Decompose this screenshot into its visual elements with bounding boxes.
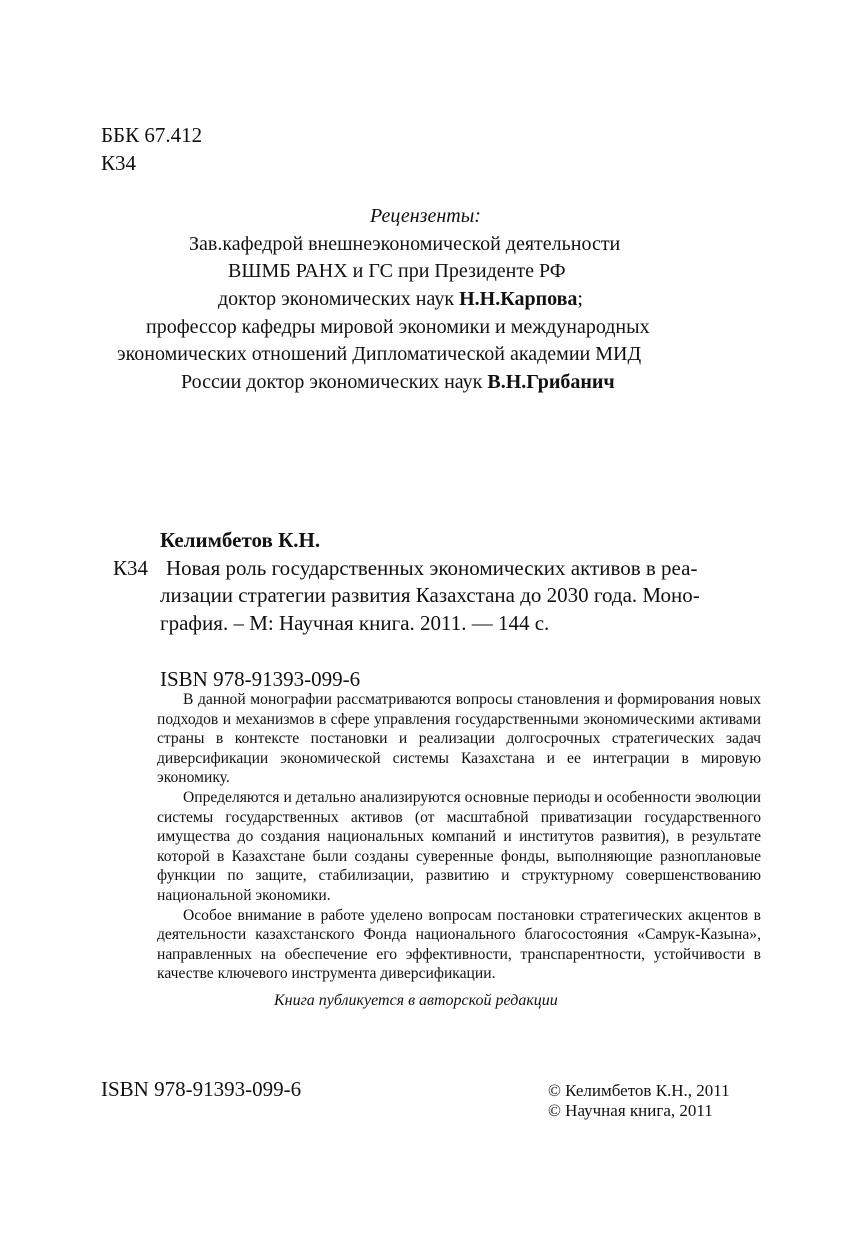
annotation (157, 690, 761, 984)
reviewer1-name: Н.Н.Карпова (459, 288, 578, 310)
reviewer2-degree (181, 368, 615, 396)
reviewer1-degree-text: доктор экономических наук (218, 288, 460, 310)
copyright-publisher: © Научная книга, 2011 (548, 1101, 713, 1120)
annotation-paragraph: Определяются и детально анализируются основные периоды и особенности эволюции системы государственных активов (от масштабной приватизации государственного имущества до создания национальных компаний и институтов развития), в результате которой в Казахстане были созданы суверенные фонды, выполняющие разноплановые функции по защите, стабилизации, развитию и структурному совершенствованию национальной экономики. (157, 788, 761, 904)
reviewer2-name: В.Н.Грибанич (487, 371, 615, 393)
bibliography-mark: К34 (113, 556, 149, 580)
reviewers-heading: Рецензенты: (370, 205, 481, 227)
reviewer2-degree-text: России доктор экономических наук (181, 371, 488, 393)
reviewer1-institution: ВШМБ РАНХ и ГС при Президенте РФ (228, 260, 566, 282)
book-isbn: ISBN 978-91393-099-6 (160, 667, 361, 691)
annotation-paragraph: В данной монографии рассматриваются вопросы становления и формирования новых подходов и механизмов в сфере управления государственными экономическими активами страны в контексте постановки и реализации долгосрочных стратегических задач диверсификации экономической системы Казахстана и ее интеграции в мировую экономику. (157, 691, 761, 787)
reviewer1-degree (218, 285, 583, 313)
reviewer2-position: профессор кафедры мировой экономики и международных (146, 316, 650, 338)
reviewer1-separator: ; (577, 288, 583, 310)
edition-note: Книга публикуется в авторской редакции (274, 992, 558, 1009)
copyright-author: © Келимбетов К.Н., 2011 (548, 1081, 730, 1100)
book-author: Келимбетов К.Н. (160, 528, 321, 552)
book-title-line-3: графия. – М: Научная книга. 2011. — 144 с. (160, 611, 550, 635)
book-title-line-1: Новая роль государственных экономических активов в реа- (166, 556, 698, 580)
footer-isbn: ISBN 978-91393-099-6 (101, 1077, 302, 1101)
author-mark: К34 (101, 151, 137, 175)
reviewer2-institution: экономических отношений Дипломатической академии МИД (117, 343, 642, 365)
annotation-paragraph: Особое внимание в работе уделено вопросам постановки стратегических акцентов в деятельности казахстанского Фонда национального благосостояния «Самрук-Казына», направленных на обеспечение его эффективности, транспарентности, устойчивости в качестве ключевого инструмента диверсификации. (157, 906, 761, 983)
reviewer1-position: Зав.кафедрой внешнеэкономической деятельности (189, 233, 621, 255)
book-title-line-2: лизации стратегии развития Казахстана до 2030 года. Моно- (160, 583, 700, 607)
bbk-code: ББК 67.412 (101, 123, 203, 147)
